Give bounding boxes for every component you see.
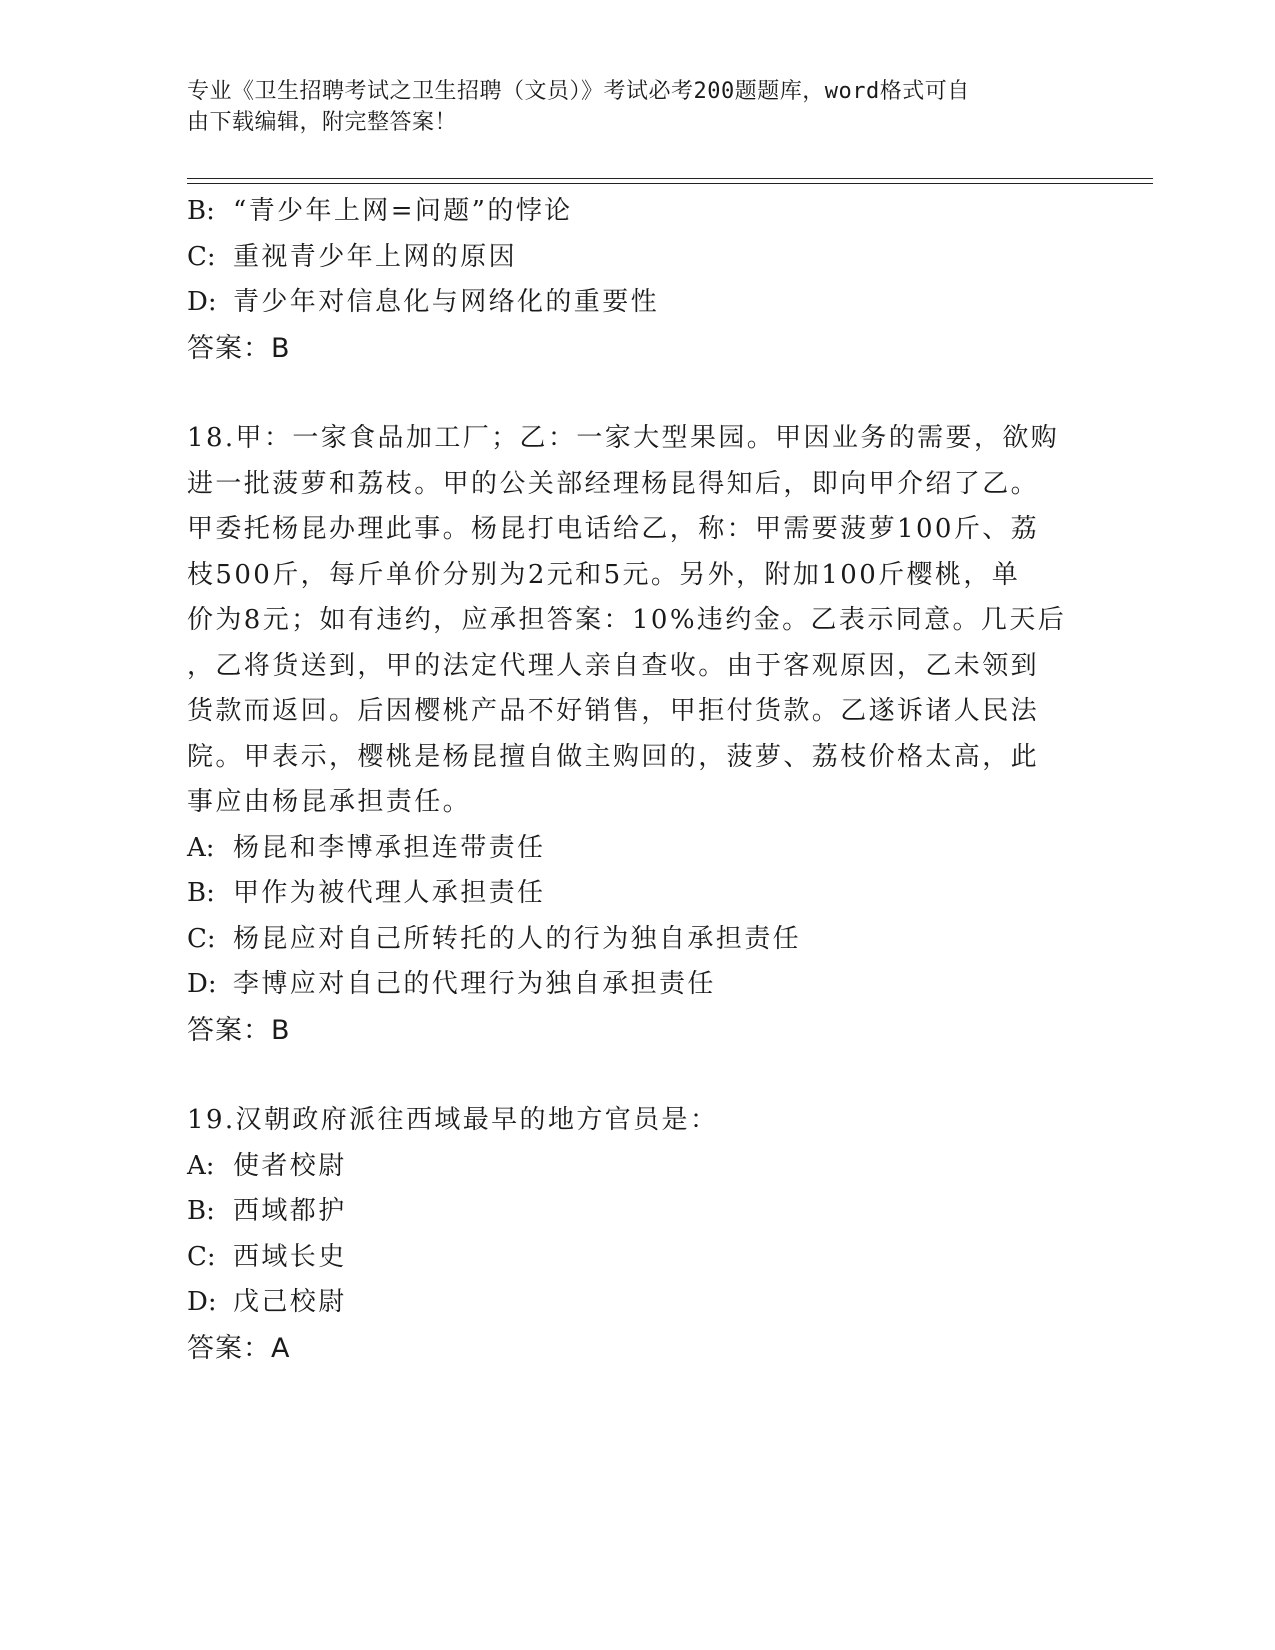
answer: 答案：B (187, 1014, 291, 1046)
spacer (187, 371, 1077, 416)
option-text: 杨昆应对自己所转托的人的行为独自承担责任 (233, 923, 802, 954)
question-stem-line: 19.汉朝政府派往西域最早的地方官员是： (187, 1105, 719, 1135)
option-b (187, 189, 1077, 235)
question-18 (187, 416, 1077, 1053)
answer: 答案：B (187, 332, 291, 364)
option-a (187, 1144, 1077, 1190)
option-label: B: (187, 878, 215, 908)
document-body (187, 189, 1077, 1371)
option-text: 使者校尉 (233, 1150, 347, 1181)
option-label: D: (187, 1287, 217, 1317)
question-stem-line: 事应由杨昆承担责任。 (187, 787, 472, 817)
option-label: D: (187, 969, 217, 999)
option-label: A: (187, 1150, 215, 1181)
option-text: 戊己校尉 (233, 1287, 347, 1317)
option-label: D: (187, 287, 217, 317)
question-stem-line: 甲委托杨昆办理此事。杨昆打电话给乙，称：甲需要菠萝100斤、荔 (187, 514, 1040, 544)
spacer (187, 1053, 1077, 1098)
option-label: B: (187, 1196, 215, 1226)
header-line-1: 专业《卫生招聘考试之卫生招聘（文员）》考试必考200题题库，word格式可自 (187, 79, 970, 104)
option-label: C: (187, 1241, 216, 1272)
option-b (187, 871, 1077, 917)
option-a (187, 826, 1077, 872)
header-rule-bottom (187, 183, 1153, 184)
option-text: 甲作为被代理人承担责任 (233, 878, 546, 908)
question-stem-line: 枝500斤，每斤单价分别为2元和5元。另外，附加100斤樱桃，单 (187, 559, 1021, 590)
header-line-2: 由下载编辑，附完整答案！ (187, 110, 458, 135)
question-19 (187, 1098, 1077, 1371)
option-text: 西域长史 (233, 1241, 347, 1272)
option-d (187, 280, 1077, 326)
option-c (187, 917, 1077, 963)
option-c (187, 1235, 1077, 1281)
option-d (187, 1280, 1077, 1326)
document-header (187, 76, 1067, 138)
answer: 答案：A (187, 1332, 291, 1364)
question-stem-line: 货款而返回。后因樱桃产品不好销售，甲拒付货款。乙遂诉诸人民法 (187, 696, 1040, 726)
option-label: A: (187, 832, 215, 863)
option-c (187, 235, 1077, 281)
option-text: 西域都护 (233, 1196, 347, 1226)
option-label: C: (187, 241, 216, 272)
option-b (187, 1189, 1077, 1235)
question-stem-line: 价为8元；如有违约，应承担答案：10%违约金。乙表示同意。几天后 (187, 605, 1067, 635)
question-stem-line: ，乙将货送到，甲的法定代理人亲自查收。由于客观原因，乙未领到 (187, 650, 1040, 681)
question-stem-line: 院。甲表示，樱桃是杨昆擅自做主购回的，菠萝、荔枝价格太高，此 (187, 741, 1040, 772)
option-text: “青少年上网=问题”的悖论 (233, 196, 573, 226)
option-text: 杨昆和李博承担连带责任 (233, 832, 546, 863)
option-text: 重视青少年上网的原因 (233, 241, 518, 272)
question-stem-line: 18.甲：一家食品加工厂；乙：一家大型果园。甲因业务的需要，欲购 (187, 423, 1060, 453)
option-label: B: (187, 196, 215, 226)
option-label: C: (187, 923, 216, 954)
option-text: 青少年对信息化与网络化的重要性 (233, 287, 660, 317)
question-17-continued (187, 189, 1077, 371)
question-stem-line: 进一批菠萝和荔枝。甲的公关部经理杨昆得知后，即向甲介绍了乙。 (187, 468, 1040, 499)
header-rule-top (187, 178, 1153, 179)
option-d (187, 962, 1077, 1008)
option-text: 李博应对自己的代理行为独自承担责任 (233, 969, 716, 999)
